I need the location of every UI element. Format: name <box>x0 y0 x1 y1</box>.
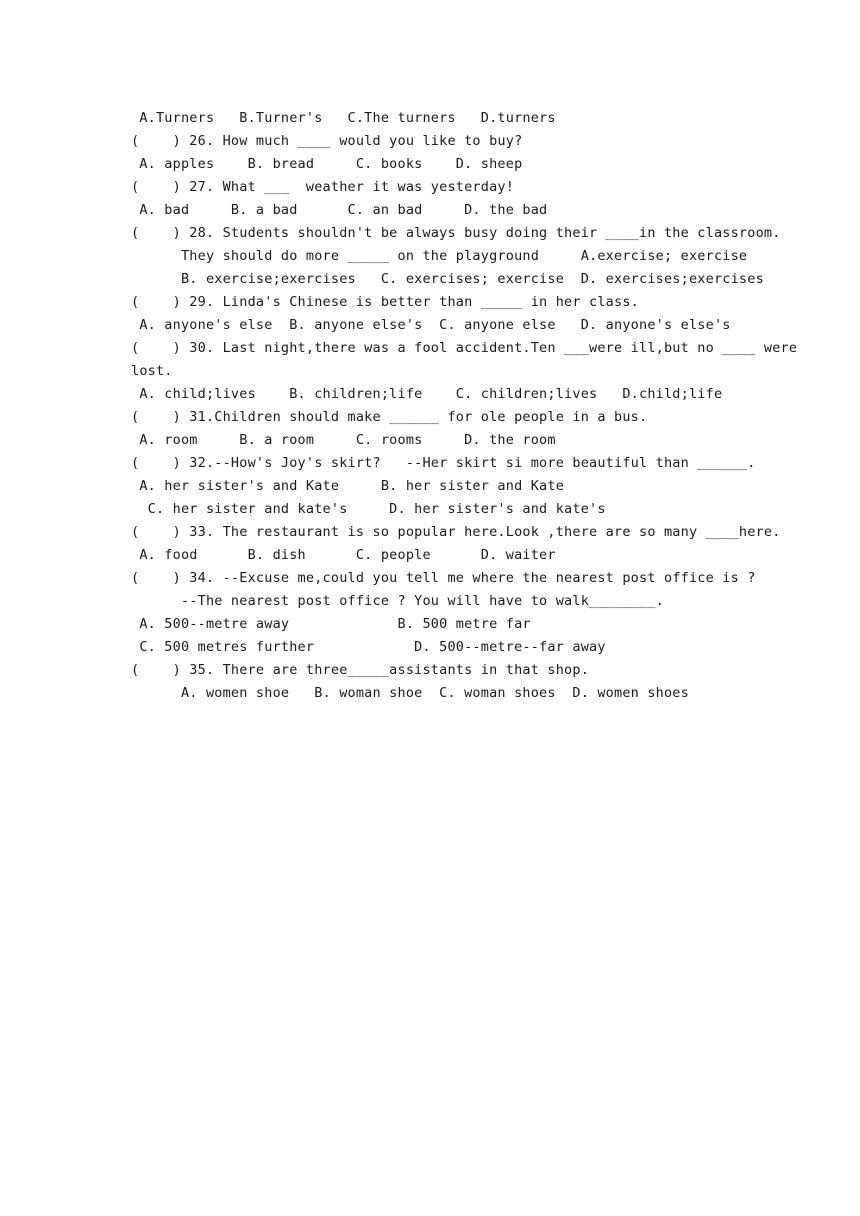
options-q33: A. food B. dish C. people D. waiter <box>131 547 556 563</box>
question-34-cont: --The nearest post office ? You will have to walk________. <box>131 593 664 609</box>
options-q32-cd: C. her sister and kate's D. her sister's and kate's <box>131 501 606 517</box>
question-34: ( ) 34. --Excuse me,could you tell me where the nearest post office is ? <box>131 570 756 586</box>
question-35: ( ) 35. There are three_____assistants in that shop. <box>131 662 590 678</box>
options-q26: A. apples B. bread C. books D. sheep <box>131 156 523 172</box>
question-27: ( ) 27. What ___ weather it was yesterday! <box>131 179 515 195</box>
options-q30: A. child;lives B. children;life C. children;lives D.child;life <box>131 386 723 402</box>
options-q29: A. anyone's else B. anyone else's C. anyone else D. anyone's else's <box>131 317 731 333</box>
options-q32-ab: A. her sister's and Kate B. her sister and Kate <box>131 478 565 494</box>
options-q35: A. women shoe B. woman shoe C. woman shoes D. women shoes <box>131 685 689 701</box>
question-26: ( ) 26. How much ____ would you like to buy? <box>131 133 523 149</box>
question-31: ( ) 31.Children should make ______ for ole people in a bus. <box>131 409 648 425</box>
question-30: ( ) 30. Last night,there was a fool accident.Ten ___were ill,but no ____ were <box>131 340 798 356</box>
options-q25: A.Turners B.Turner's C.The turners D.turners <box>131 110 556 126</box>
question-28-cont: They should do more _____ on the playground A.exercise; exercise <box>131 248 748 264</box>
options-q34-ab: A. 500--metre away B. 500 metre far <box>131 616 531 632</box>
options-q28: B. exercise;exercises C. exercises; exercise D. exercises;exercises <box>131 271 764 287</box>
question-33: ( ) 33. The restaurant is so popular here.Look ,there are so many ____here. <box>131 524 781 540</box>
question-29: ( ) 29. Linda's Chinese is better than _____ in her class. <box>131 294 639 310</box>
question-30-cont: lost. <box>131 363 173 379</box>
options-q31: A. room B. a room C. rooms D. the room <box>131 432 556 448</box>
options-q34-cd: C. 500 metres further D. 500--metre--far away <box>131 639 606 655</box>
options-q27: A. bad B. a bad C. an bad D. the bad <box>131 202 548 218</box>
question-32: ( ) 32.--How's Joy's skirt? --Her skirt si more beautiful than ______. <box>131 455 756 471</box>
question-28: ( ) 28. Students shouldn't be always busy doing their ____in the classroom. <box>131 225 781 241</box>
